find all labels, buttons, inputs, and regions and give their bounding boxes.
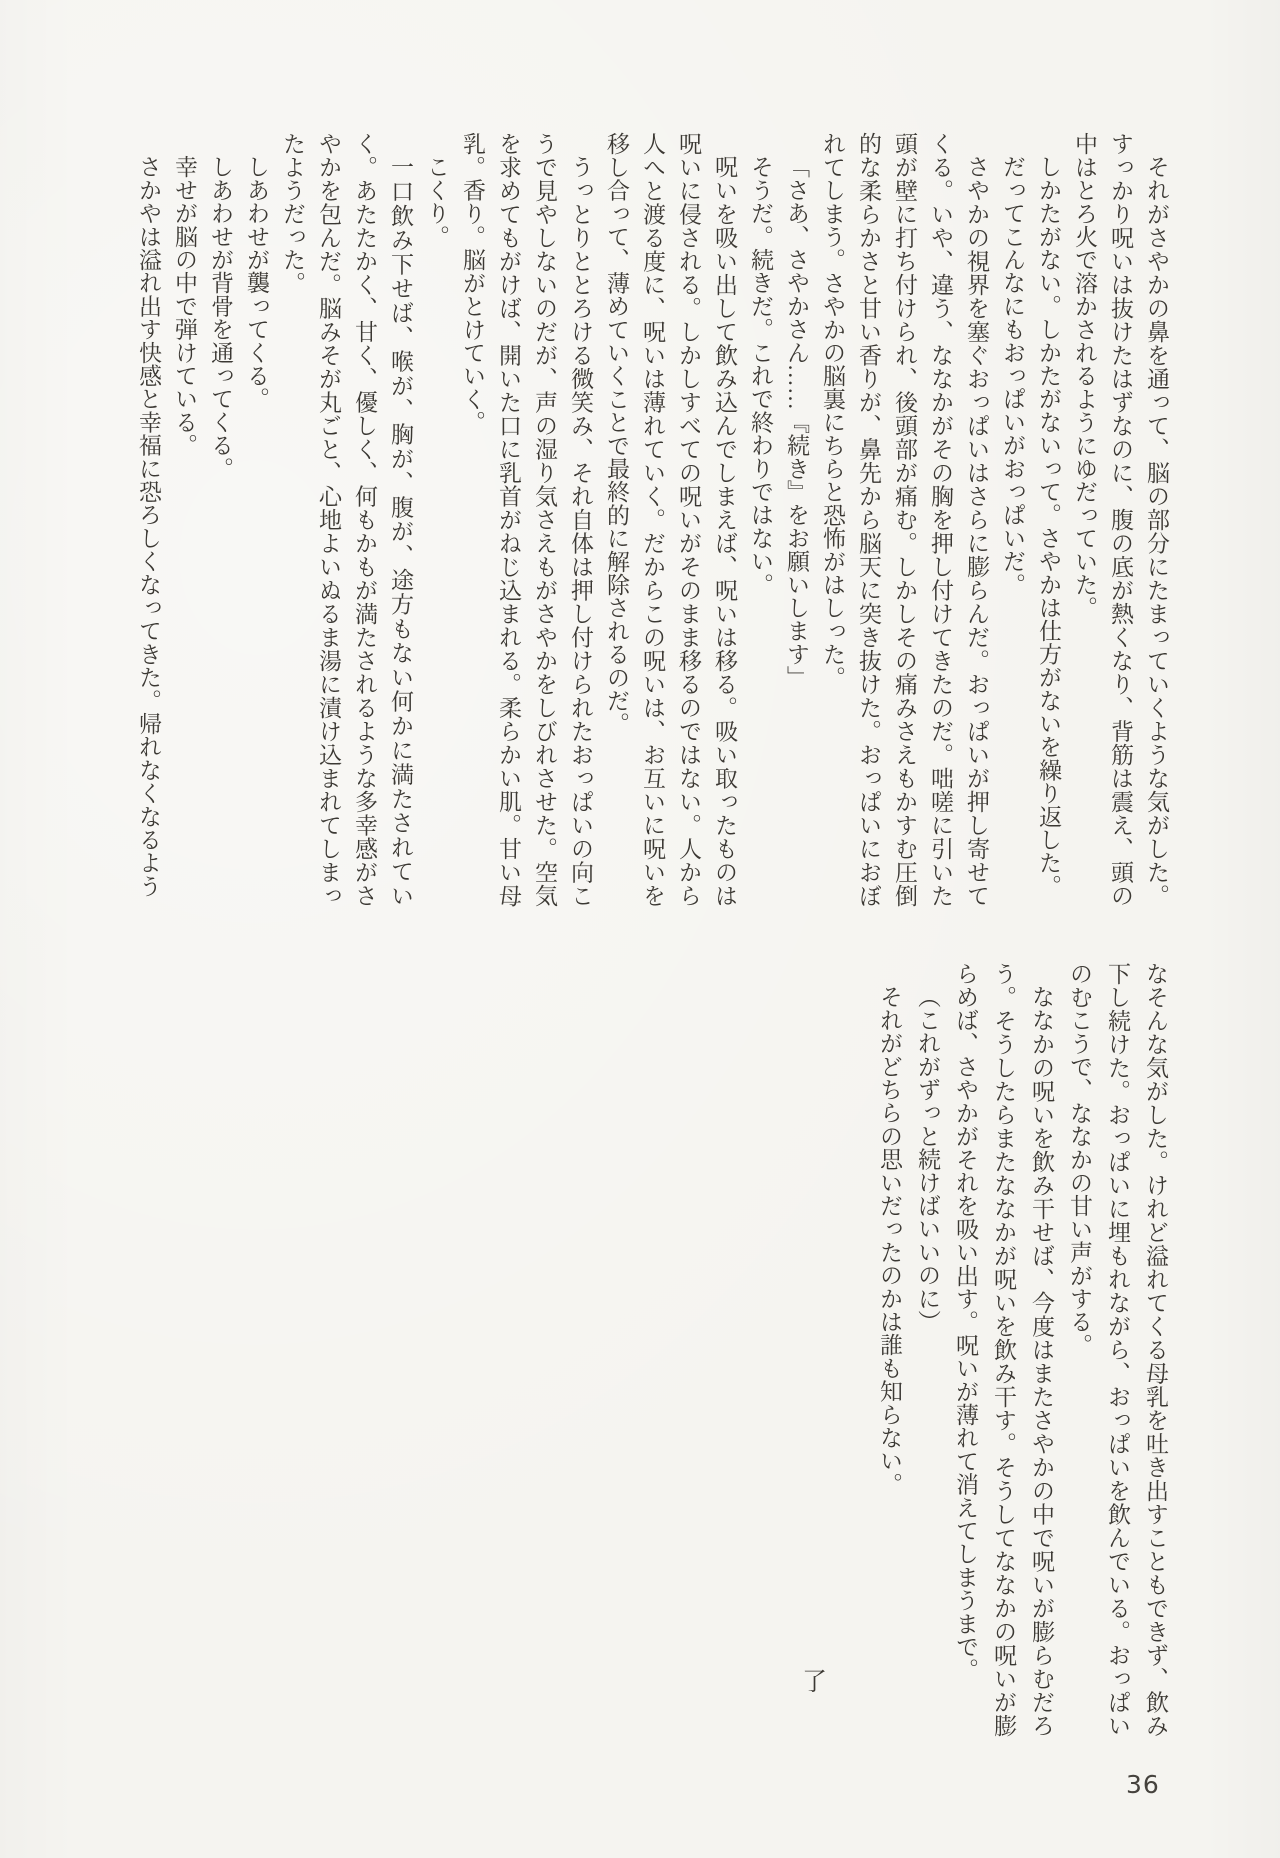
paragraph: それがさやかの鼻を通って、脳の部分にたまっていくような気がした。すっかり呪いは抜けたはずなのに、腹の底が熱くなり、背筋は震え、頭の中はとろ火で溶かされるようにゆだっていた。: [1072, 132, 1169, 907]
paragraph: 呪いを吸い出して飲み込んでしまえば、呪いは移る。吸い取ったものは呪いに侵される。しかしすべての呪いがそのまま移るのではない。人から人へと渡る度に、呪いは薄れていく。だからこの呪いは、お互いに呪いを移し合って、薄めていくことで最終的に解除されるのだ。: [604, 132, 737, 907]
paragraph: （これがずっと続けばいいのに）: [915, 985, 940, 1333]
upper-text-block: [130, 132, 1174, 907]
paragraph: そうだ。続きだ。これで終わりではない。: [748, 155, 773, 596]
paragraph: ななかの呪いを飲み干せば、今度はまたさやかの中で呪いが膨らむだろう。そうしたらまたななかが呪いを飲み干す。そうしてななかの呪いが膨らめば、さやかがそれを吸い出す。呪いが薄れて消えてしまうまで。: [953, 962, 1054, 1737]
paragraph: 一口飲み下せば、喉が、胸が、腹が、途方もない何かに満たされていく。あたたかく、甘く、優しく、何もかもが満たされるような多幸感がさやかを包んだ。脳みそが丸ごと、心地よいぬるま湯に漬け込まれてしまったようだった。: [280, 132, 413, 907]
lower-text-block: [870, 962, 1174, 1737]
paragraph: それがどちらの思いだったのかは誰も知らない。: [877, 985, 902, 1496]
story-end-mark: 了: [802, 1669, 828, 1696]
paragraph: しあわせが襲ってくる。: [244, 155, 269, 411]
paragraph: 幸せが脳の中で弾けている。: [172, 155, 197, 457]
page-number: 36: [1126, 1770, 1160, 1799]
paragraph: 「さあ、さやかさん……『続き』をお願いします」: [784, 155, 809, 689]
paragraph: しあわせが背骨を通ってくる。: [208, 155, 233, 480]
paragraph: うっとりととろける微笑み、それ自体は押し付けられたおっぱいの向こうで見やしないのだが、声の湿り気さえもがさやかをしびれさせた。空気を求めてもがけば、開いた口に乳首がねじ込まれる。柔らかい肌。甘い母乳。香り。脳がとけていく。: [460, 132, 593, 907]
paragraph: だってこんなにもおっぱいがおっぱいだ。: [1000, 155, 1025, 596]
paragraph: なそんな気がした。けれど溢れてくる母乳を吐き出すこともできず、飲み下し続けた。おっぱいに埋もれながら、おっぱいを飲んでいる。おっぱいのむこうで、ななかの甘い声がする。: [1067, 962, 1168, 1737]
paragraph: さかやは溢れ出す快感と幸福に恐ろしくなってきた。帰れなくなるよう: [136, 155, 161, 898]
paragraph: さやかの視界を塞ぐおっぱいはさらに膨らんだ。おっぱいが押し寄せてくる。いや、違う、ななかがその胸を押し付けてきたのだ。咄嗟に引いた頭が壁に打ち付けられ、後頭部が痛む。しかしその痛みさえもかすむ圧倒的な柔らかさと甘い香りが、鼻先から脳天に突き抜けた。おっぱいにおぼれてしまう。さやかの脳裏にちらと恐怖がはしった。: [820, 132, 989, 907]
paragraph: しかたがない。しかたがないって。さやかは仕方がないを繰り返した。: [1036, 155, 1061, 898]
paragraph: こくり。: [424, 155, 449, 248]
